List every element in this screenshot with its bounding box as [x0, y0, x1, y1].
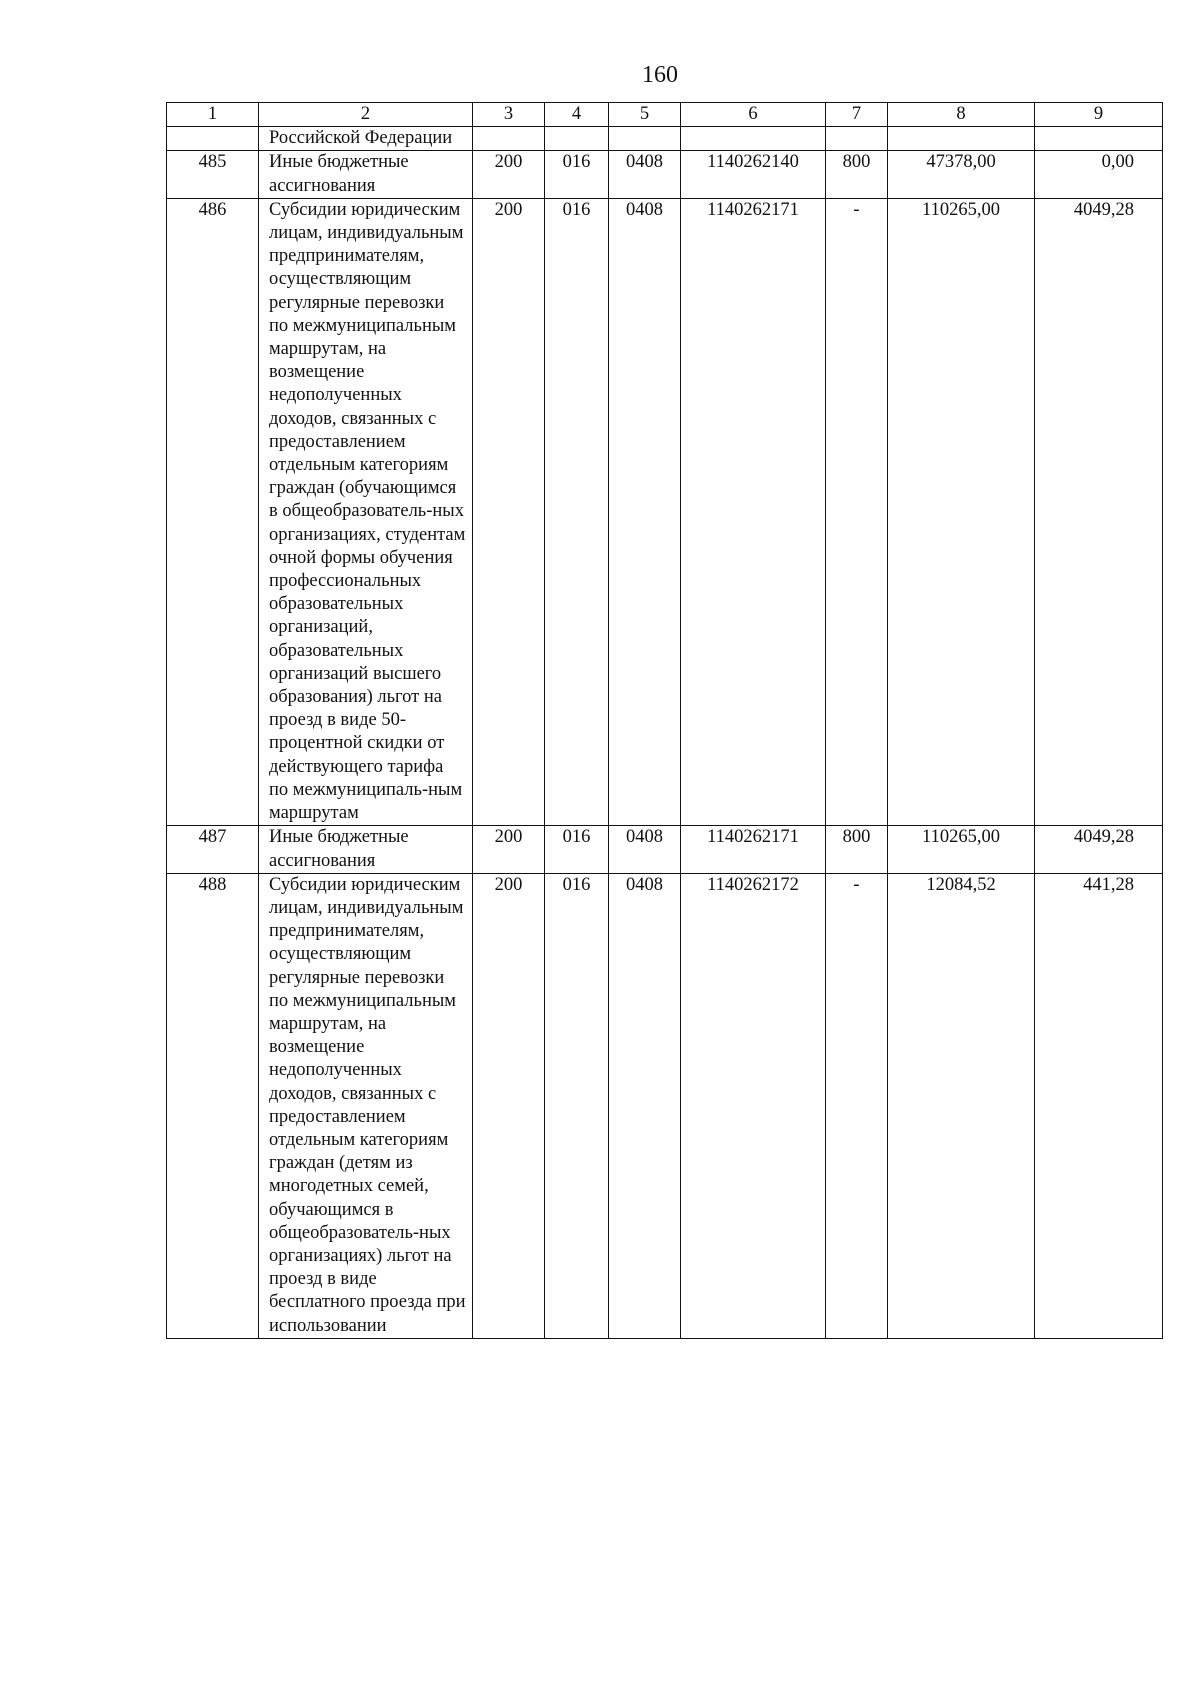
cell-col4: 016: [545, 826, 609, 873]
row-description: Иные бюджетные ассигнования: [259, 151, 473, 198]
cell-col9: 4049,28: [1035, 198, 1163, 825]
column-header: 9: [1035, 103, 1163, 127]
column-header: 4: [545, 103, 609, 127]
table-row: [167, 151, 1163, 198]
cell-col9: [1035, 127, 1163, 151]
cell-col9: 4049,28: [1035, 826, 1163, 873]
cell-col6: [681, 127, 826, 151]
cell-col7: [826, 127, 888, 151]
column-header: 6: [681, 103, 826, 127]
cell-col8: [888, 127, 1035, 151]
cell-col7: 800: [826, 826, 888, 873]
column-header: 7: [826, 103, 888, 127]
cell-col6: 1140262172: [681, 873, 826, 1338]
column-header: 2: [259, 103, 473, 127]
cell-col9: 441,28: [1035, 873, 1163, 1338]
cell-col8: 12084,52: [888, 873, 1035, 1338]
column-header: 1: [167, 103, 259, 127]
table-row: [167, 127, 1163, 151]
row-number: 485: [167, 151, 259, 198]
cell-col3: 200: [473, 826, 545, 873]
row-description: Иные бюджетные ассигнования: [259, 826, 473, 873]
cell-col7: 800: [826, 151, 888, 198]
budget-table: [166, 102, 1163, 1339]
cell-col7: -: [826, 198, 888, 825]
cell-col4: 016: [545, 198, 609, 825]
cell-col3: 200: [473, 873, 545, 1338]
row-number: 486: [167, 198, 259, 825]
column-header: 8: [888, 103, 1035, 127]
cell-col5: [609, 127, 681, 151]
row-description: Субсидии юридическим лицам, индивидуальным предпринимателям, осуществляющим регулярные перевозки по межмуниципальным маршрутам, на возмещение недополученных доходов, связанных с предоставлением отдельным категориям граждан (детям из многодетных семей, обучающимся в общеобразователь-ных организациях) льгот на проезд в виде бесплатного проезда при использовании: [259, 873, 473, 1338]
cell-col3: 200: [473, 198, 545, 825]
column-header: 3: [473, 103, 545, 127]
cell-col4: 016: [545, 873, 609, 1338]
cell-col5: 0408: [609, 198, 681, 825]
cell-col3: [473, 127, 545, 151]
cell-col8: 110265,00: [888, 826, 1035, 873]
row-description: Субсидии юридическим лицам, индивидуальным предпринимателям, осуществляющим регулярные перевозки по межмуниципальным маршрутам, на возмещение недополученных доходов, связанных с предоставлением отдельным категориям граждан (обучающимся в общеобразователь-ных организациях, студентам очной формы обучения профессиональных образовательных организаций, образовательных организаций высшего образования) льгот на проезд в виде 50-процентной скидки от действующего тарифа по межмуниципаль-ным маршрутам: [259, 198, 473, 825]
cell-col5: 0408: [609, 151, 681, 198]
cell-col8: 110265,00: [888, 198, 1035, 825]
cell-col6: 1140262171: [681, 826, 826, 873]
row-number: 487: [167, 826, 259, 873]
cell-col9: 0,00: [1035, 151, 1163, 198]
table-row: [167, 873, 1163, 1338]
cell-col6: 1140262171: [681, 198, 826, 825]
cell-col4: 016: [545, 151, 609, 198]
row-number: 488: [167, 873, 259, 1338]
cell-col8: 47378,00: [888, 151, 1035, 198]
row-number: [167, 127, 259, 151]
table-row: [167, 826, 1163, 873]
cell-col6: 1140262140: [681, 151, 826, 198]
cell-col3: 200: [473, 151, 545, 198]
column-header: 5: [609, 103, 681, 127]
cell-col5: 0408: [609, 826, 681, 873]
cell-col4: [545, 127, 609, 151]
cell-col7: -: [826, 873, 888, 1338]
cell-col5: 0408: [609, 873, 681, 1338]
header-row: [167, 103, 1163, 127]
table-row: [167, 198, 1163, 825]
page-number: 160: [642, 62, 678, 88]
row-description: Российской Федерации: [259, 127, 473, 151]
